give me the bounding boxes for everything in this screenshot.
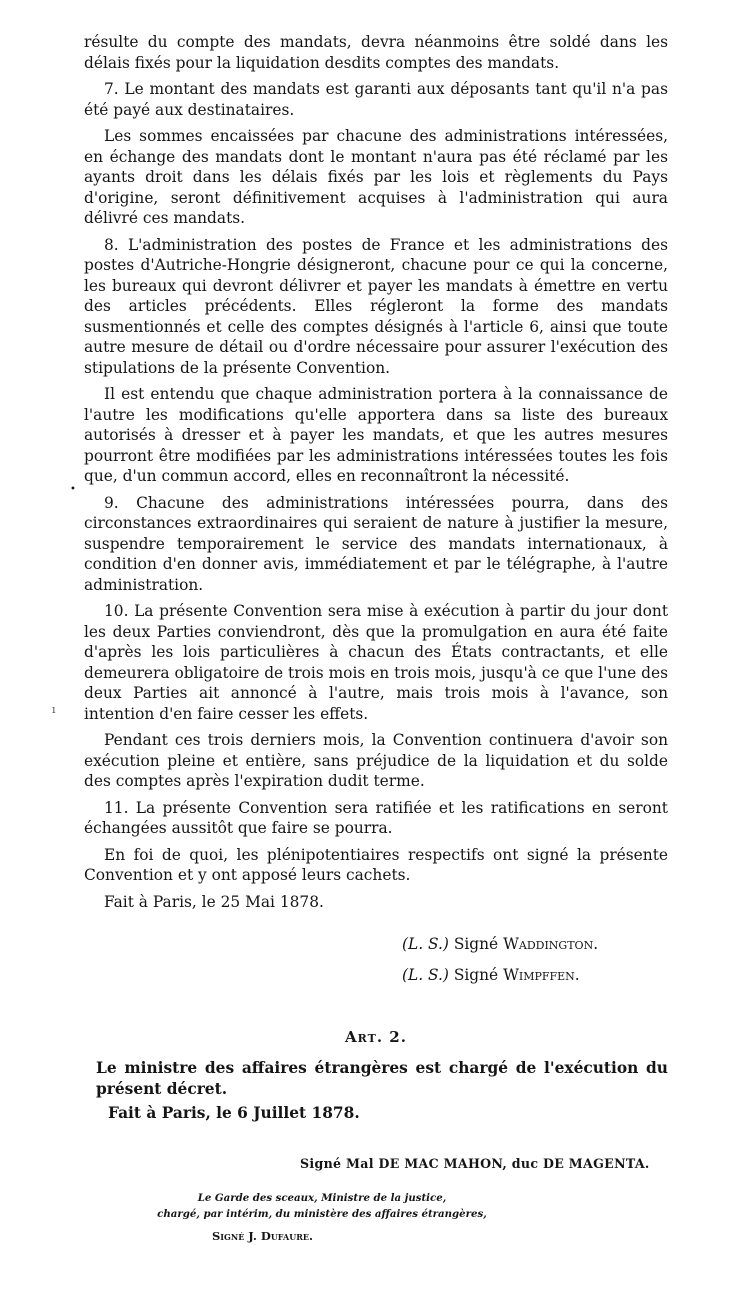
seal-mark: (L. S.) [402,935,449,953]
signe-label: Signé [453,966,499,984]
signatory-name: Wimpffen. [503,966,580,984]
article-8-paragraph: 8. L'administration des postes de France et les administrations des postes d'Autriche-Hongrie désigneront, chacune pour ce qui la concerne, les bureaux qui devront délivrer et payer les mandats à émettre en vertu des articles précédents. Elles régleront la forme des mandats susmentionnés et celle des comptes désignés à l'article 6, ainsi que toute autre mesure de détail ou d'ordre nécessaire pour assurer l'exécution des stipulations de la présente Convention. [84,235,668,377]
in-witness-paragraph: En foi de quoi, les plénipotentiaires respectifs ont signé la présente Convention et y ont apposé leurs cachets. [84,845,668,884]
seal-mark: (L. S.) [402,966,449,984]
article-7-sums-paragraph: Les sommes encaissées par chacune des administrations intéressées, en échange des mandats dont le montant n'aura pas été réclamé par les ayants droit dans les délais fixés par les lois et règlements du Pays d'origine, seront définitivement acquises à l'administration qui aura délivré ces mandats. [84,127,668,227]
signature-waddington [402,935,598,953]
garde-des-sceaux-title [102,1190,542,1222]
article-2-heading: Art. 2. [345,1028,407,1046]
president-signature: Signé Mal DE MAC MAHON, duc DE MAGENTA. [300,1156,650,1171]
signatory-name: Waddington. [503,935,599,953]
article-10-paragraph: 10. La présente Convention sera mise à exécution à partir du jour dont les deux Parties conviendront, dès que la promulgation en aura été faite d'après les lois particulières à chacun des États contractants, et elle demeurera obligatoire de trois mois en trois mois, jusqu'à ce que l'une des deux Parties ait annoncé à l'autre, mais trois mois à l'avance, son intention d'en faire cesser les effets. [84,602,668,723]
dufaure-signature: Signé J. Dufaure. [212,1229,313,1243]
continuation-paragraph: résulte du compte des mandats, devra néanmoins être soldé dans les délais fixés pour la liquidation desdits comptes des mandats. [84,33,668,72]
signe-label: Signé [453,935,499,953]
margin-tick: ı [52,703,56,716]
margin-dot: • [70,484,76,495]
article-2-text: Le ministre des affaires étrangères est chargé de l'exécution du présent décret. [96,1059,668,1098]
article-7-paragraph: 7. Le montant des mandats est garanti aux déposants tant qu'il n'a pas été payé aux destinataires. [84,80,668,119]
signature-wimpffen [402,966,580,984]
article-10-last-months-paragraph: Pendant ces trois derniers mois, la Convention continuera d'avoir son exécution pleine et entière, sans préjudice de la liquidation et du solde des comptes après l'expiration dudit terme. [84,731,668,790]
garde-line-2: chargé, par intérim, du ministère des affaires étrangères, [157,1208,487,1220]
decree-date: Fait à Paris, le 6 Juillet 1878. [108,1104,360,1122]
convention-date: Fait à Paris, le 25 Mai 1878. [104,892,324,911]
article-8-notice-paragraph: Il est entendu que chaque administration portera à la connaissance de l'autre les modifications qu'elle apportera dans sa liste des bureaux autorisés à dresser et à payer les mandats, et que les autres mesures pourront être modifiées par les administrations intéressées toutes les fois que, d'un commun accord, elles en reconnaîtront la nécessité. [84,385,668,485]
article-9-paragraph: 9. Chacune des administrations intéressées pourra, dans des circonstances extraordinaires qui seraient de nature à justifier la mesure, suspendre temporairement le service des mandats internationaux, à condition d'en donner avis, immédiatement et par le télégraphe, à l'autre administration. [84,493,668,594]
garde-line-1: Le Garde des sceaux, Ministre de la justice, [197,1192,447,1204]
convention-text [84,32,668,918]
article-11-paragraph: 11. La présente Convention sera ratifiée et les ratifications en seront échangées aussitôt que faire se pourra. [84,798,668,837]
decree-text [96,1058,668,1127]
